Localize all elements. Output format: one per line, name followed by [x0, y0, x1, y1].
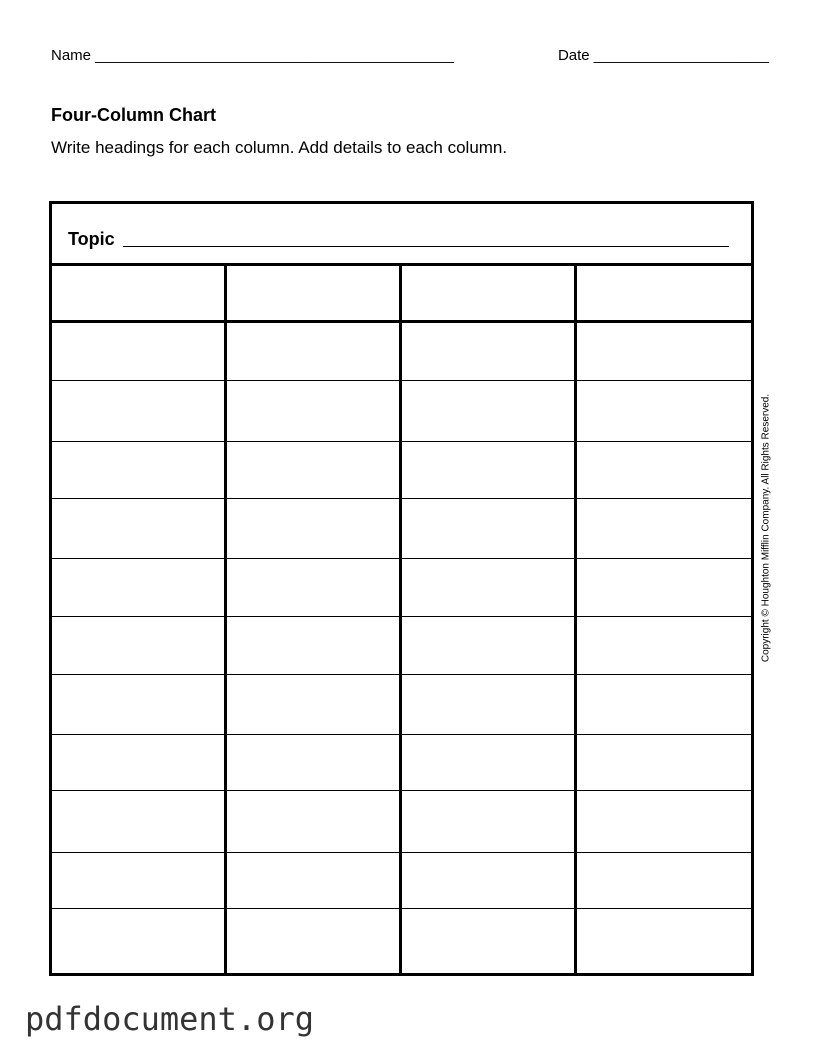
column-divider — [399, 266, 402, 973]
watermark: pdfdocument.org — [25, 1000, 314, 1038]
row-divider — [52, 734, 751, 735]
row-divider — [52, 852, 751, 853]
row-divider — [52, 380, 751, 381]
page-title: Four-Column Chart — [51, 105, 216, 125]
date-field[interactable]: Date _____________________ — [557, 47, 769, 64]
row-divider — [52, 616, 751, 617]
row-divider — [52, 498, 751, 499]
row-divider — [52, 790, 751, 791]
instructions-text: Write headings for each column. Add details to each column. — [51, 138, 508, 157]
name-field[interactable]: Name ___________________________________________ — [51, 47, 454, 64]
column-divider — [224, 266, 227, 973]
row-divider — [52, 558, 751, 559]
copyright-notice: Copyright © Houghton Mifflin Company. All Rights Reserved. — [760, 393, 772, 663]
topic-blank-line[interactable] — [123, 246, 729, 247]
topic-row — [52, 204, 751, 266]
topic-label: Topic — [68, 229, 115, 249]
row-divider — [52, 674, 751, 675]
row-divider — [52, 441, 751, 442]
four-column-chart — [49, 201, 754, 976]
header-line — [51, 47, 769, 64]
column-divider — [574, 266, 577, 973]
row-divider — [52, 908, 751, 909]
